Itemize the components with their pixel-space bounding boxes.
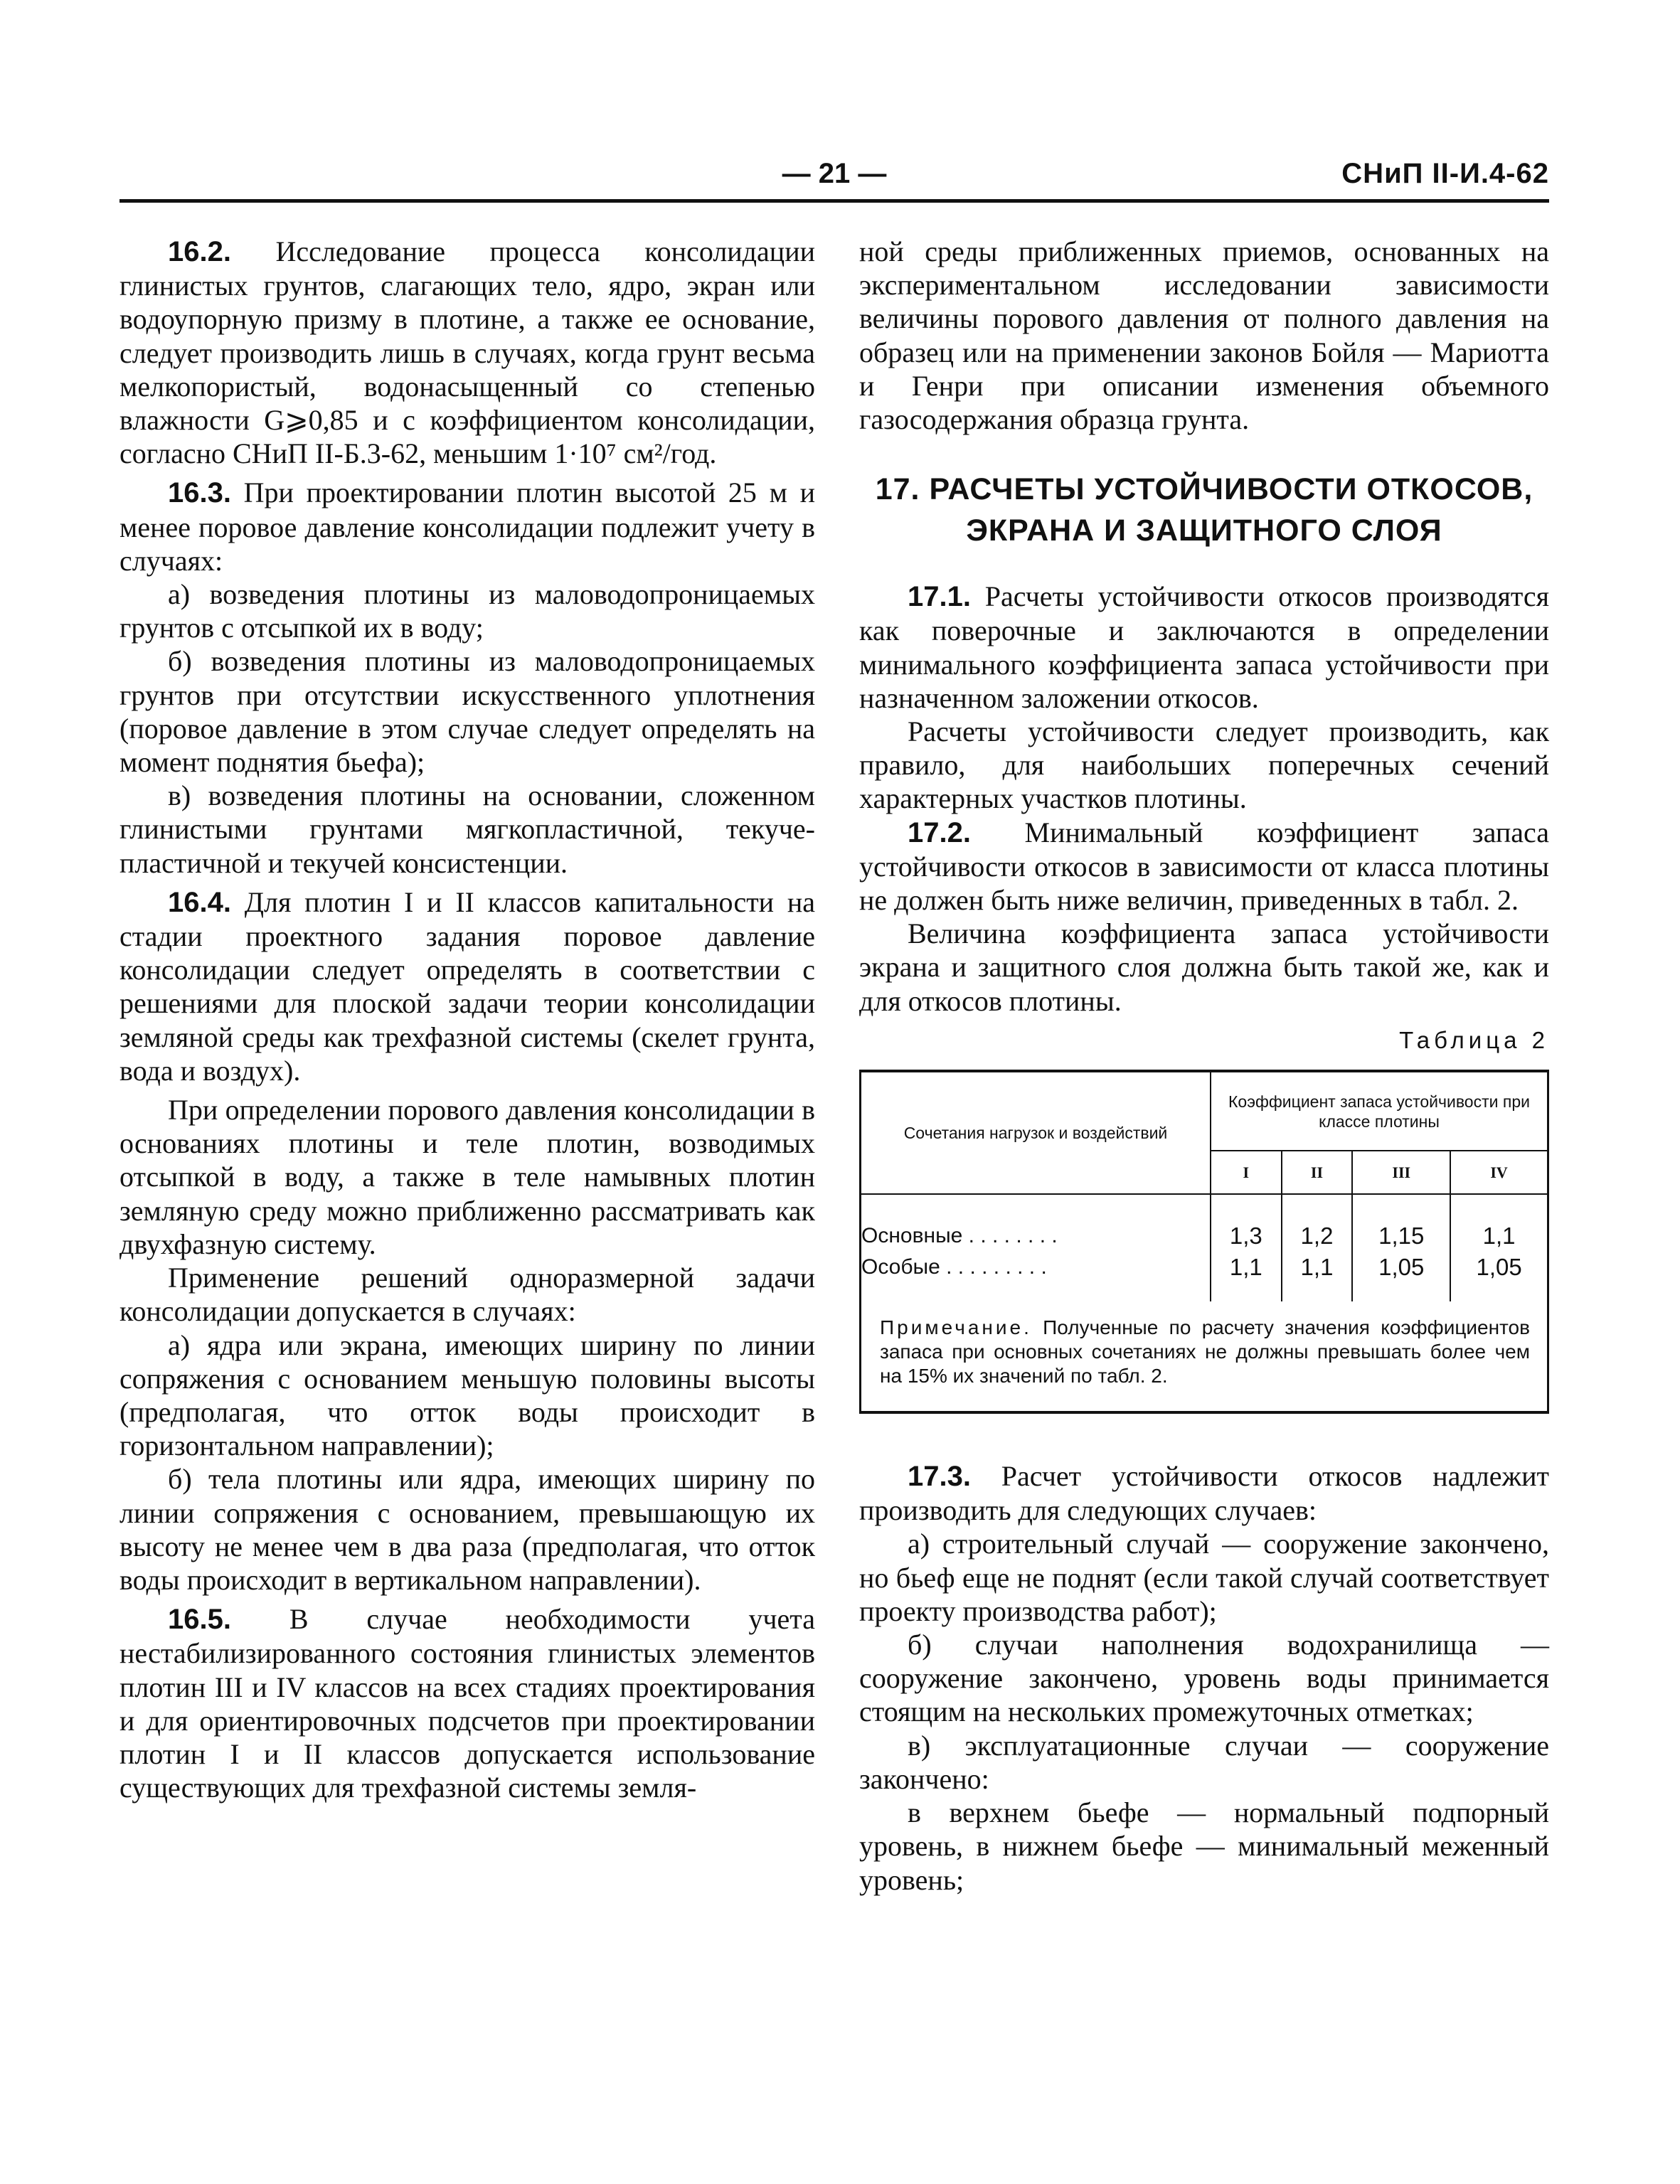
paragraph-text: Исследование процесса консолидации глинистых грунтов, слагающих тело, ядро, экран или водоупорную призму в плотине, а также ее основание, следует производить лишь в случаях, когда грунт весьма мелкопористый, водонасыщенный со степенью влажности G⩾0,85 и с коэффициентом консолидации, согласно СНиП II-Б.3-62, меньшим 1·10⁷ см²/год. <box>119 235 816 470</box>
list-item: а) строительный случай — сооружение закончено, но бьеф еще не поднят (если такой случай соответствует проекту производства работ); <box>859 1528 1549 1627</box>
paragraph-text: Расчет устойчивости откосов надлежит производить для следующих случаев: <box>859 1460 1550 1527</box>
table-note <box>861 1301 1547 1411</box>
table-group-header: Коэффициент запаса устойчивости при классе плотины <box>1211 1072 1547 1151</box>
table-cell: 1,15 <box>1352 1220 1450 1252</box>
clause-number: 16.2. <box>168 236 231 267</box>
clause-number: 16.4. <box>168 886 231 918</box>
paragraph-16-2 <box>119 235 815 470</box>
paragraph-16-4 <box>119 885 815 1087</box>
paragraph: Величина коэффициента запаса устойчивости экрана и защитного слоя должна быть такой же, как и для откосов плотины. <box>859 917 1549 1017</box>
section-title-line: 17. РАСЧЕТЫ УСТОЙЧИВОСТИ ОТКОСОВ, <box>875 472 1533 507</box>
paragraph-17-3 <box>859 1459 1549 1527</box>
paragraph-16-3 <box>119 476 815 577</box>
list-item: в) возведения плотины на основании, сложенном глинистыми грунтами мягкопластичной, текуче-пластичной и текучей консистенции. <box>119 779 815 879</box>
paragraph: При определении порового давления консолидации в основаниях плотины и теле плотин, возводимых отсыпкой в воду, а также в теле намывных плотин земляную среду можно приближенно рассматривать как двухфазную систему. <box>119 1094 815 1260</box>
list-item: а) ядра или экрана, имеющих ширину по линии сопряжения с основанием меньшую половины высоты (предполагая, что отток воды происходит в горизонтальном направлении); <box>119 1328 815 1462</box>
list-item: б) возведения плотины из маловодопроницаемых грунтов при отсутствии искусственного уплотнения (поровое давление в этом случае следует определять на момент поднятия бьефа); <box>119 645 815 779</box>
paragraph: Расчеты устойчивости следует производить, как правило, для наибольших поперечных сечений характерных участков плотины. <box>859 715 1549 815</box>
clause-number: 17.1. <box>908 581 971 613</box>
table-row <box>861 1252 1547 1283</box>
table-class-header: I <box>1211 1151 1282 1194</box>
clause-number: 16.3. <box>168 477 231 509</box>
paragraph-17-1 <box>859 580 1549 715</box>
left-column <box>119 235 815 1804</box>
right-column <box>859 235 1549 1897</box>
table-cell: 1,1 <box>1482 1222 1516 1250</box>
coefficient-table <box>859 1070 1549 1414</box>
paragraph-text: При проектировании плотин высотой 25 м и менее поровое давление консолидации подлежит учету в случаях: <box>119 476 816 577</box>
table-cell: 1,3 <box>1211 1220 1282 1252</box>
paragraph-text: В случае необходимости учета нестабилизированного состояния глинистых элементов плотин III и IV классов на всех стадиях проектирования и для ориентировочных подсчетов при проектировании плотин I и II классов допускается использование существующих для трехфазной системы земля- <box>119 1603 816 1804</box>
clause-number: 17.3. <box>908 1461 971 1493</box>
clause-number: 16.5. <box>168 1604 231 1636</box>
table-label: Таблица 2 <box>1399 1026 1549 1053</box>
table-row-header: Сочетания нагрузок и воздействий <box>861 1072 1211 1194</box>
paragraph-text: Минимальный коэффициент запаса устойчивости откосов в зависимости от класса плотины не должен быть ниже величин, приведенных в табл. 2. <box>859 816 1549 917</box>
list-item: б) случаи наполнения водохранилища — сооружение закончено, уровень воды принимается стоящим на нескольких промежуточных отметках; <box>859 1629 1549 1728</box>
table-class-header: III <box>1352 1151 1450 1194</box>
header-divider <box>119 199 1549 203</box>
clause-number: 17.2. <box>908 816 971 848</box>
table-cell: 1,05 <box>1352 1252 1450 1283</box>
note-text: Полученные по расчету значения коэффициентов запаса при основных сочетаниях не должны превышать более чем на 15% их значений по табл. 2. <box>880 1316 1531 1387</box>
paragraph: Применение решений одноразмерной задачи консолидации допускается в случаях: <box>119 1262 815 1328</box>
table-row <box>861 1220 1547 1252</box>
list-item: а) возведения плотины из маловодопроницаемых грунтов с отсыпкой их в воду; <box>119 578 815 644</box>
table-cell: 1,2 <box>1282 1220 1353 1252</box>
paragraph-text: Для плотин I и II классов капитальности на стадии проектного задания поровое давление консолидации следует определять в соответствии с решениями для плоской задачи теории консолидации земляной среды как трехфазной системы (скелет грунта, вода и воздух). <box>119 885 815 1087</box>
table-cell: 1,05 <box>1476 1254 1522 1281</box>
section-title-line: ЭКРАНА И ЗАЩИТНОГО СЛОЯ <box>966 513 1442 548</box>
list-item: в верхнем бьефе — нормальный подпорный уровень, в нижнем бьефе — минимальный меженный уровень; <box>859 1796 1549 1896</box>
document-code: СНиП II-И.4-62 <box>1341 158 1549 189</box>
section-title <box>859 469 1549 551</box>
page-header <box>119 158 1549 201</box>
table-row-label: Основные . . . . . . . . <box>861 1220 1211 1252</box>
list-item: в) эксплуатационные случаи — сооружение закончено: <box>859 1729 1549 1795</box>
table-cell: 1,1 <box>1282 1252 1353 1283</box>
list-item: б) тела плотины или ядра, имеющих ширину по линии сопряжения с основанием, превышающую их высоту не менее чем в два раза (предполагая, что отток воды происходит в вертикальном направлении). <box>119 1463 815 1596</box>
table-row-label: Особые . . . . . . . . . <box>861 1252 1211 1283</box>
note-label: Примечание. <box>880 1316 1032 1339</box>
paragraph-17-2 <box>859 816 1549 917</box>
paragraph-text: Расчеты устойчивости откосов производятся как поверочные и заключаются в определении минимального коэффициента запаса устойчивости при назначенном заложении откосов. <box>859 580 1549 714</box>
paragraph-16-5 <box>119 1602 815 1804</box>
table-cell: 1,1 <box>1211 1252 1282 1283</box>
paragraph-continuation: ной среды приближенных приемов, основанных на экспериментальном исследовании зависимости величины порового давления от полного давления на образец или на применении законов Бойля — Мариотта и Генри при описании изменения объемного газосодержания образца грунта. <box>859 235 1549 436</box>
table-class-header: IV <box>1450 1151 1547 1194</box>
page-number: — 21 — <box>782 158 887 189</box>
table-class-header: II <box>1282 1151 1353 1194</box>
